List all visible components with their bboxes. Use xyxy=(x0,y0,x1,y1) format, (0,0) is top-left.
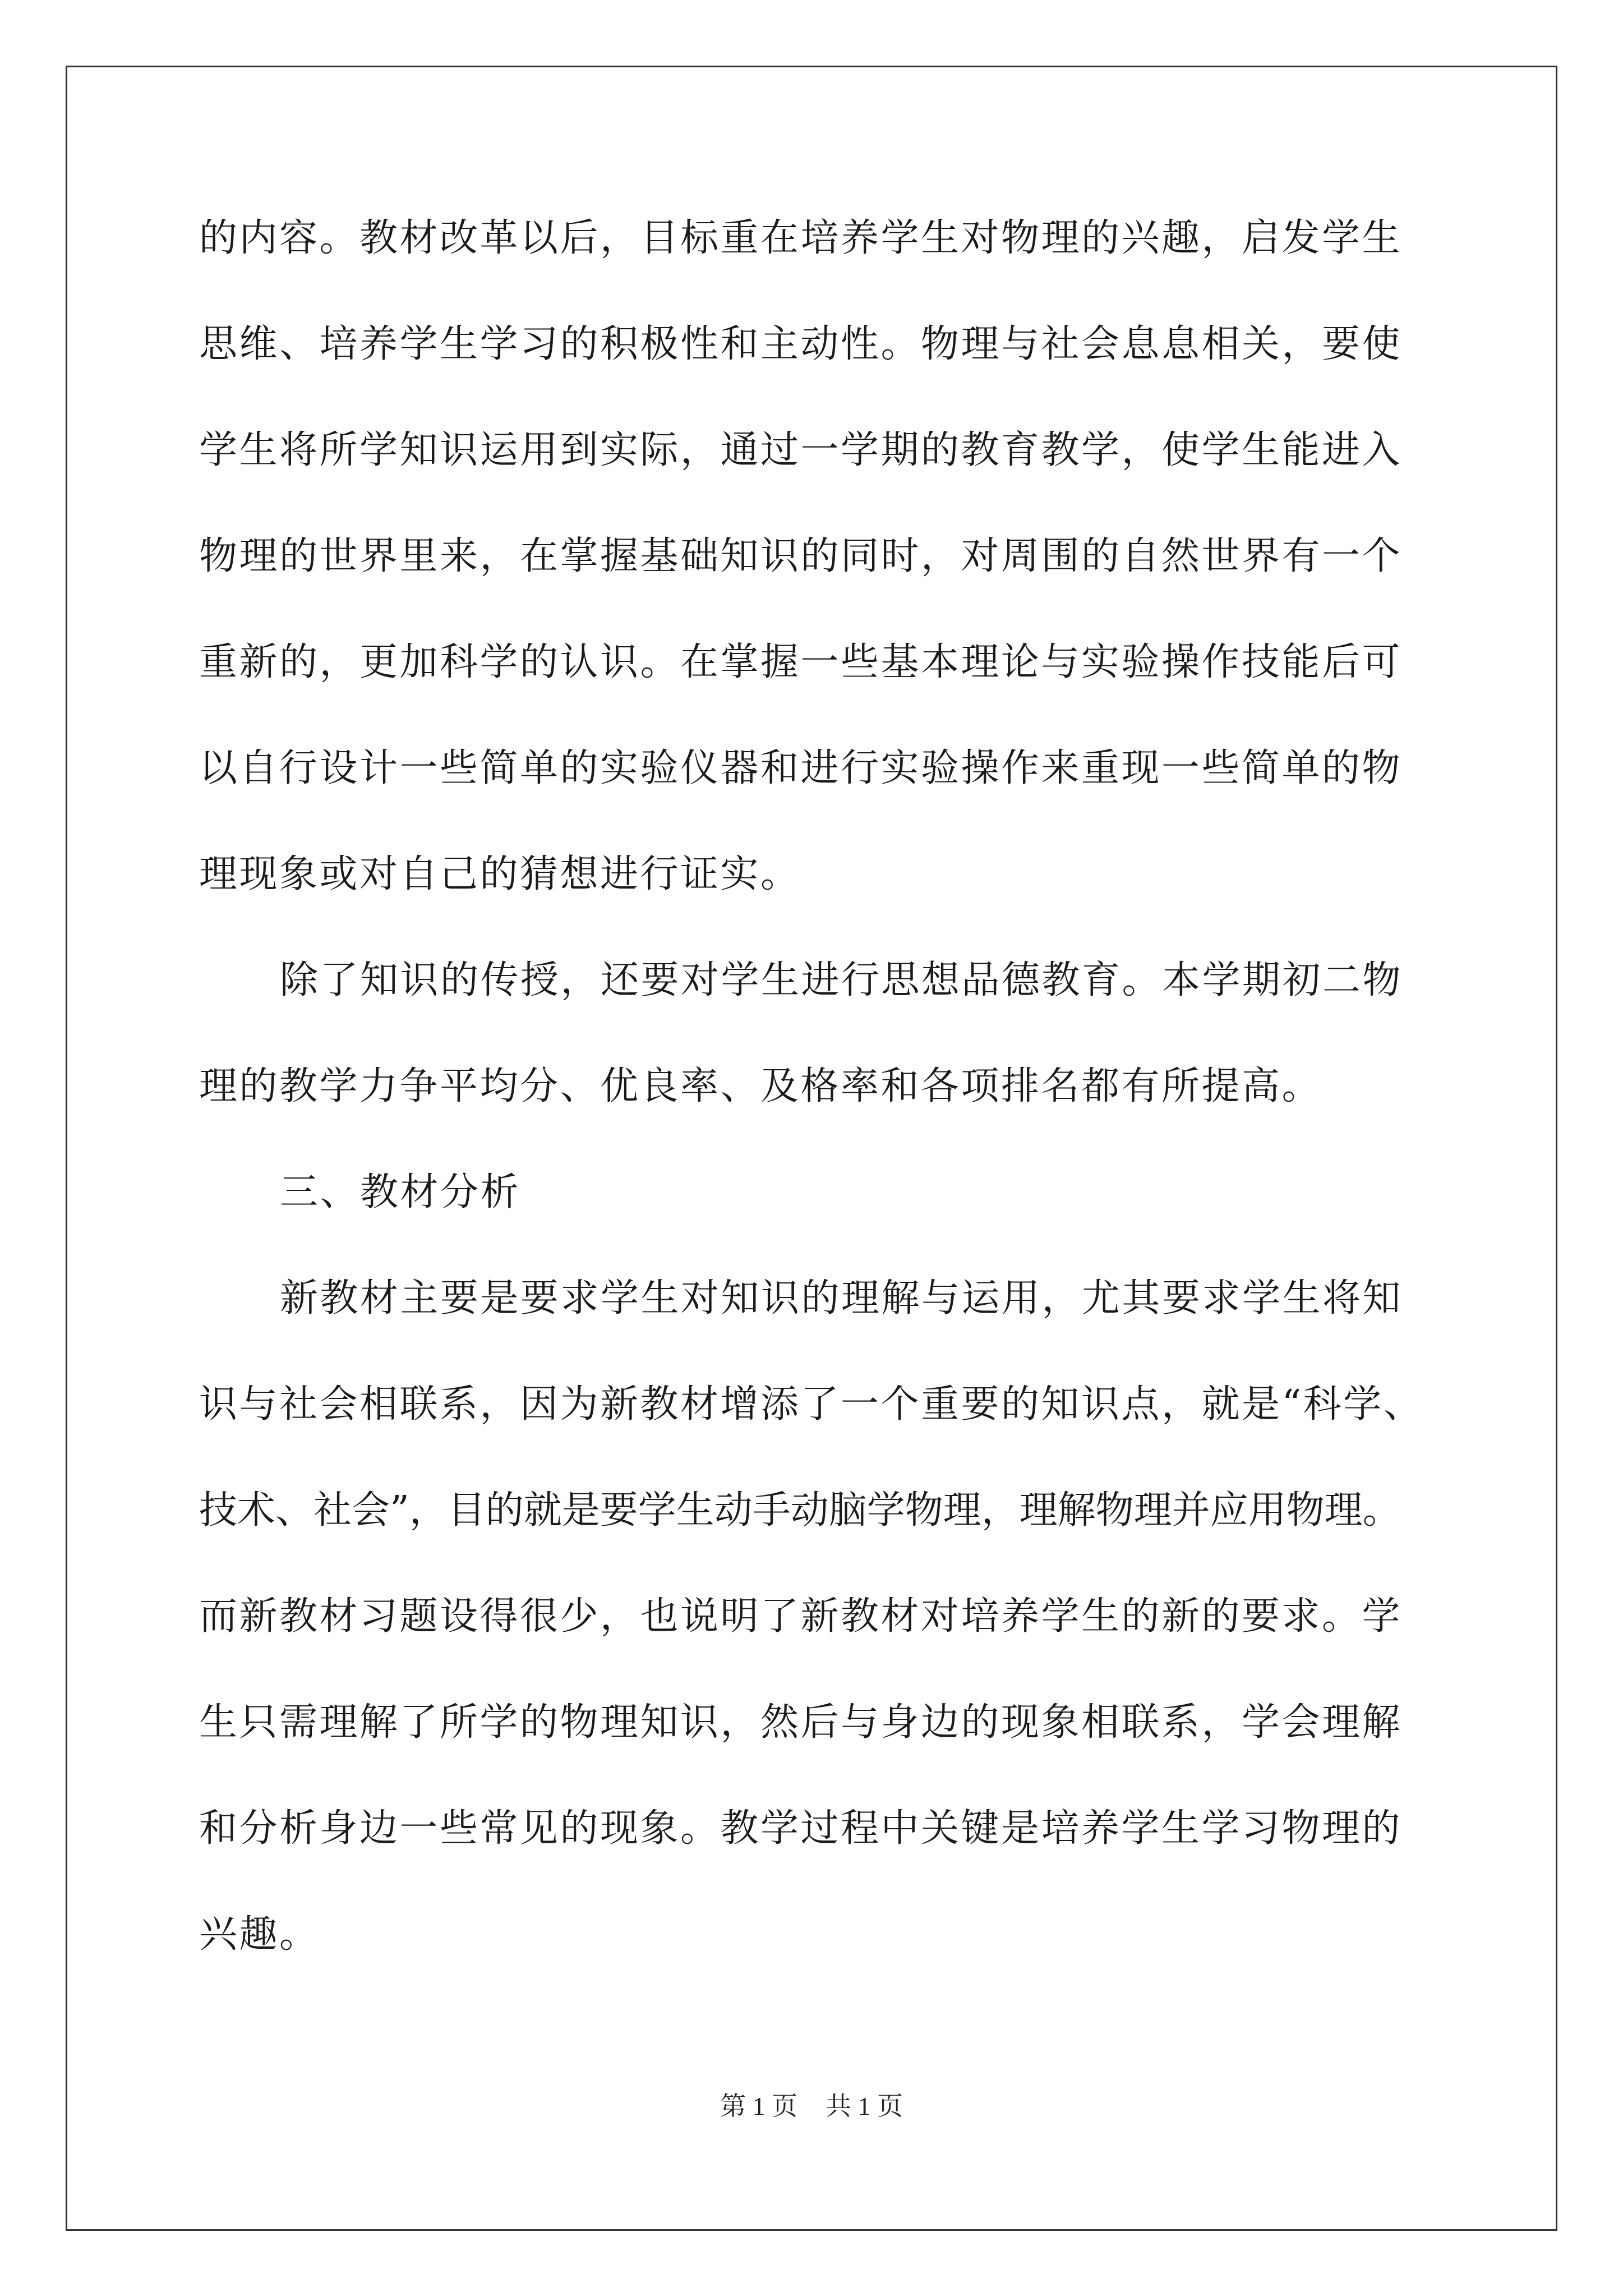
paragraph-line: 和分析身边一些常见的现象。教学过程中关键是培养学生学习物理的 xyxy=(199,1806,1403,1851)
section-heading: 三、教材分析 xyxy=(280,1170,521,1214)
paragraph-line: 识与社会相联系，因为新教材增添了一个重要的知识点，就是“科学、 xyxy=(199,1382,1424,1427)
paragraph-line: 生只需理解了所学的物理知识，然后与身边的现象相联系，学会理解 xyxy=(199,1700,1403,1745)
paragraph-line: 物理的世界里来，在掌握基础知识的同时，对周围的自然世界有一个 xyxy=(199,534,1403,578)
paragraph-line: 重新的，更加科学的认识。在掌握一些基本理论与实验操作技能后可 xyxy=(199,640,1403,684)
paragraph-line: 理的教学力争平均分、优良率、及格率和各项排名都有所提高。 xyxy=(199,1064,1322,1108)
paragraph-line: 新教材主要是要求学生对知识的理解与运用，尤其要求学生将知 xyxy=(280,1276,1403,1320)
page-number: 第 1 页 xyxy=(720,2092,797,2120)
paragraph-line: 以自行设计一些简单的实验仪器和进行实验操作来重现一些简单的物 xyxy=(199,746,1403,790)
page-footer xyxy=(0,2090,1623,2123)
paragraph-line: 的内容。教材改革以后，目标重在培养学生对物理的兴趣，启发学生 xyxy=(199,216,1403,260)
document-body xyxy=(199,208,1433,2010)
paragraph-line: 技术、社会”，目的就是要学生动手动脑学物理，理解物理并应用物理。 xyxy=(199,1488,1401,1533)
paragraph-line: 除了知识的传授，还要对学生进行思想品德教育。本学期初二物 xyxy=(280,958,1403,1002)
page-total: 共 1 页 xyxy=(826,2092,903,2120)
paragraph-line: 理现象或对自己的猜想进行证实。 xyxy=(199,852,801,896)
paragraph-line: 兴趣。 xyxy=(199,1912,320,1957)
paragraph-line: 学生将所学知识运用到实际，通过一学期的教育教学，使学生能进入 xyxy=(199,428,1403,472)
paragraph-line: 而新教材习题设得很少，也说明了新教材对培养学生的新的要求。学 xyxy=(199,1594,1403,1639)
paragraph-line: 思维、培养学生学习的积极性和主动性。物理与社会息息相关，要使 xyxy=(199,322,1403,366)
